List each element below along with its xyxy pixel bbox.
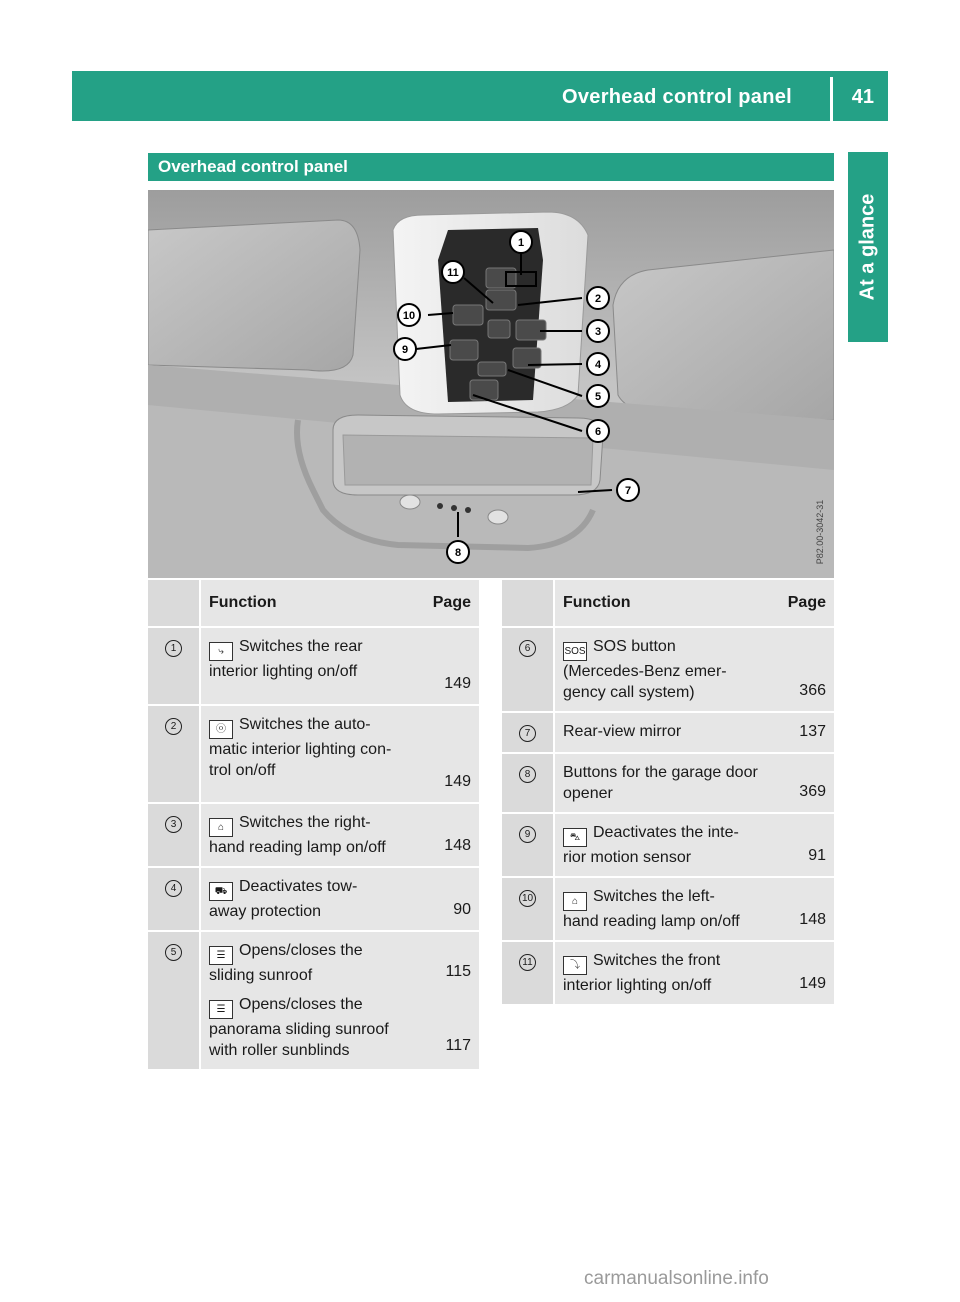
table-row — [148, 803, 479, 867]
svg-text:4: 4 — [594, 359, 602, 371]
row-number: 11 — [502, 941, 554, 1004]
row-page: 148 — [414, 803, 479, 867]
table-row — [502, 712, 834, 753]
callout-layer — [148, 190, 834, 578]
reading-lamp-icon: ⌂ — [563, 892, 587, 911]
row-function: ⓞ Switches the auto- matic interior lighting con- trol on/off — [200, 705, 414, 803]
header-num-cell — [148, 580, 200, 627]
row-page: 149 — [769, 941, 834, 1004]
side-tab-label: At a glance — [856, 193, 879, 301]
auto-light-off-icon: ⓞ — [209, 720, 233, 739]
header-bar — [72, 71, 888, 121]
footer-watermark: carmanualsonline.info — [584, 1268, 769, 1289]
table-row — [148, 867, 479, 931]
svg-text:7: 7 — [624, 485, 632, 497]
tow-away-off-icon: ⛟ — [209, 882, 233, 901]
row-number: 3 — [148, 803, 200, 867]
row-page: 91 — [769, 813, 834, 877]
svg-text:2: 2 — [594, 293, 602, 305]
page-number: 41 — [851, 86, 874, 108]
photo-id-wrap — [810, 492, 830, 572]
row-function: ⤵ Switches the front interior lighting on/off — [554, 941, 769, 1004]
svg-text:11: 11 — [447, 267, 459, 279]
row-number: 7 — [502, 712, 554, 753]
row-number: 6 — [502, 627, 554, 712]
svg-text:1: 1 — [517, 237, 525, 249]
svg-text:5: 5 — [594, 391, 602, 403]
row-function: Buttons for the garage door opener — [554, 753, 769, 813]
motion-sensor-off-icon: ⛍ — [563, 828, 587, 847]
sunroof-icon: ☰ — [209, 946, 233, 965]
row-function: ⌂ Switches the left- hand reading lamp on/off — [554, 877, 769, 941]
table-row — [502, 941, 834, 1004]
row-page: 137 — [769, 712, 834, 753]
header-title: Overhead control panel — [562, 86, 792, 108]
page-header: Page — [769, 580, 834, 627]
reading-lamp-icon: ⌂ — [209, 818, 233, 837]
table-row — [502, 753, 834, 813]
row-function: ⤷ Switches the rear interior lighting on/off — [200, 627, 414, 705]
row-function: Rear-view mirror — [554, 712, 769, 753]
table-header-row — [148, 580, 479, 627]
row-page: 366 — [769, 627, 834, 712]
row-function: ⌂ Switches the right- hand reading lamp on/off — [200, 803, 414, 867]
svg-text:9: 9 — [401, 344, 409, 356]
row-number: 2 — [148, 705, 200, 803]
front-light-icon: ⤵ — [563, 956, 587, 975]
table-row — [502, 627, 834, 712]
section-bar — [148, 153, 834, 181]
row-number: 9 — [502, 813, 554, 877]
row-number: 8 — [502, 753, 554, 813]
overhead-panel-photo — [148, 190, 834, 578]
row-page: 369 — [769, 753, 834, 813]
row-function: ⛍ Deactivates the inte- rior motion sensor — [554, 813, 769, 877]
function-table-right — [502, 580, 834, 1004]
row-page: 149 — [414, 627, 479, 705]
svg-text:8: 8 — [454, 547, 462, 559]
row-number: 10 — [502, 877, 554, 941]
row-number: 5 — [148, 931, 200, 1069]
table-row — [148, 931, 479, 1069]
table-row — [502, 813, 834, 877]
row-function: ⛟ Deactivates tow- away protection — [200, 867, 414, 931]
svg-text:3: 3 — [594, 326, 602, 338]
row-function: ☰ Opens/closes the sliding sunroof ☰ Opens/closes the panorama sliding sunroof with roller sunblinds — [200, 931, 414, 1069]
svg-text:10: 10 — [402, 310, 416, 322]
sos-icon: SOS — [563, 642, 587, 661]
header-num-cell — [502, 580, 554, 627]
function-header: Function — [554, 580, 769, 627]
section-title: Overhead control panel — [158, 157, 348, 176]
row-page: 149 — [414, 705, 479, 803]
side-tab-label-wrap — [848, 152, 888, 342]
row-number: 1 — [148, 627, 200, 705]
header-separator — [830, 77, 833, 121]
row-number: 4 — [148, 867, 200, 931]
function-header: Function — [200, 580, 414, 627]
row-page: 148 — [769, 877, 834, 941]
svg-text:6: 6 — [594, 426, 602, 438]
table-row — [148, 705, 479, 803]
function-table-left — [148, 580, 479, 1069]
row-page: 90 — [414, 867, 479, 931]
row-function: SOS SOS button (Mercedes-Benz emer- gency call system) — [554, 627, 769, 712]
rear-light-icon: ⤷ — [209, 642, 233, 661]
page-header: Page — [414, 580, 479, 627]
panorama-sunroof-icon: ☰ — [209, 1000, 233, 1019]
table-row — [502, 877, 834, 941]
table-header-row — [502, 580, 834, 627]
row-page: 115 117 — [414, 931, 479, 1069]
table-row — [148, 627, 479, 705]
photo-id: P82.00-3042-31 — [815, 499, 825, 565]
